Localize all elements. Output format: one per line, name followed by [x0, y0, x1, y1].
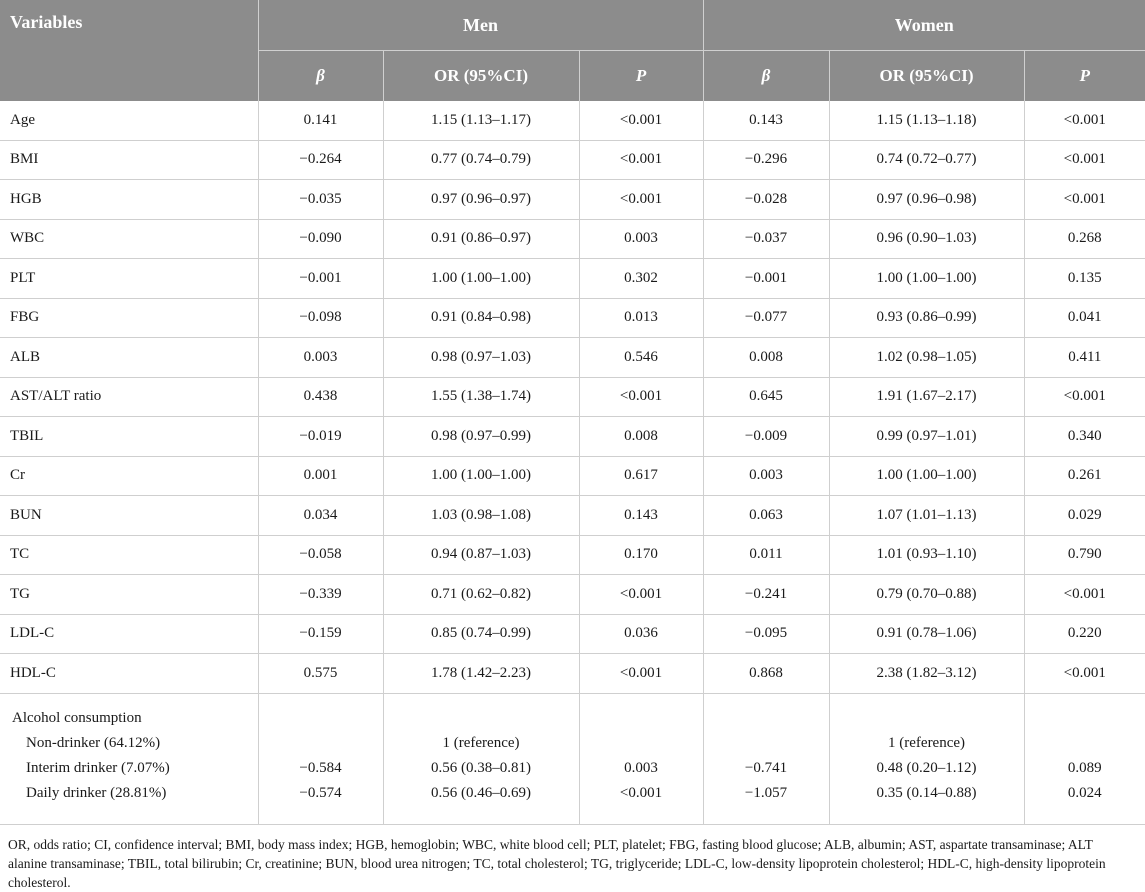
row-label-cell: LDL-C	[0, 614, 258, 654]
men-or-cell: 1.00 (1.00–1.00)	[383, 456, 579, 496]
men-p-cell: 0.003	[579, 219, 703, 259]
men-beta-cell: 0.438	[258, 377, 383, 417]
women-beta-cell: −0.241	[703, 575, 829, 615]
table-row	[0, 377, 1145, 417]
table-row	[0, 219, 1145, 259]
table-row	[0, 298, 1145, 338]
women-p-cell: 0.268	[1024, 219, 1145, 259]
men-p-cell: 0.036	[579, 614, 703, 654]
table-row	[0, 417, 1145, 457]
men-p-cell: 0.008	[579, 417, 703, 457]
men-or-cell: 0.91 (0.86–0.97)	[383, 219, 579, 259]
women-or-cell: 2.38 (1.82–3.12)	[829, 654, 1024, 694]
women-beta-cell: 0.008	[703, 338, 829, 378]
women-p-cell: <0.001	[1024, 140, 1145, 180]
men-or-cell: 1.15 (1.13–1.17)	[383, 101, 579, 140]
women-or-cell: 0.74 (0.72–0.77)	[829, 140, 1024, 180]
alcohol-women-or: 0.35 (0.14–0.88)	[876, 784, 977, 801]
table-row	[0, 180, 1145, 220]
header-men-beta: β	[258, 51, 383, 102]
women-p-cell: 0.220	[1024, 614, 1145, 654]
row-label-cell: TBIL	[0, 417, 258, 457]
men-p-cell: 0.170	[579, 535, 703, 575]
header-women-p: P	[1024, 51, 1145, 102]
alcohol-women-beta-cell	[703, 693, 829, 824]
alcohol-women-p-cell	[1024, 693, 1145, 824]
men-p-cell: <0.001	[579, 377, 703, 417]
men-beta-cell: 0.001	[258, 456, 383, 496]
men-beta-cell: −0.264	[258, 140, 383, 180]
women-beta-cell: −0.296	[703, 140, 829, 180]
row-label-cell: BMI	[0, 140, 258, 180]
women-or-cell: 0.96 (0.90–1.03)	[829, 219, 1024, 259]
alcohol-women-or: 1 (reference)	[888, 734, 966, 751]
table-row-alcohol	[0, 693, 1145, 824]
women-or-cell: 1.00 (1.00–1.00)	[829, 456, 1024, 496]
row-label-cell: TG	[0, 575, 258, 615]
women-beta-cell: −0.009	[703, 417, 829, 457]
women-beta-cell: −0.001	[703, 259, 829, 299]
men-p-cell: 0.013	[579, 298, 703, 338]
alcohol-men-beta-cell	[258, 693, 383, 824]
table-row	[0, 456, 1145, 496]
women-or-cell: 0.91 (0.78–1.06)	[829, 614, 1024, 654]
women-p-cell: <0.001	[1024, 377, 1145, 417]
women-beta-cell: 0.645	[703, 377, 829, 417]
table-row	[0, 140, 1145, 180]
alcohol-men-beta: −0.584	[299, 759, 342, 776]
women-or-cell: 1.02 (0.98–1.05)	[829, 338, 1024, 378]
row-label-cell: HGB	[0, 180, 258, 220]
men-or-cell: 0.91 (0.84–0.98)	[383, 298, 579, 338]
men-p-cell: 0.546	[579, 338, 703, 378]
women-p-cell: 0.029	[1024, 496, 1145, 536]
table-row	[0, 654, 1145, 694]
alcohol-women-p	[1025, 731, 1145, 756]
alcohol-women-beta	[704, 731, 829, 756]
women-or-cell: 1.00 (1.00–1.00)	[829, 259, 1024, 299]
alcohol-men-beta	[259, 731, 383, 756]
men-beta-cell: −0.019	[258, 417, 383, 457]
row-label-cell: PLT	[0, 259, 258, 299]
men-beta-cell: −0.058	[258, 535, 383, 575]
row-label-cell: FBG	[0, 298, 258, 338]
women-beta-cell: −0.095	[703, 614, 829, 654]
row-label-cell: AST/ALT ratio	[0, 377, 258, 417]
table-body	[0, 101, 1145, 824]
header-men-p: P	[579, 51, 703, 102]
alcohol-label: Alcohol consumption	[12, 709, 142, 726]
men-beta-cell: −0.159	[258, 614, 383, 654]
women-p-cell: <0.001	[1024, 654, 1145, 694]
row-label-cell: Cr	[0, 456, 258, 496]
men-or-cell: 1.00 (1.00–1.00)	[383, 259, 579, 299]
table-row	[0, 338, 1145, 378]
women-p-cell: 0.041	[1024, 298, 1145, 338]
women-beta-cell: 0.143	[703, 101, 829, 140]
header-men: Men	[258, 0, 703, 51]
women-p-cell: 0.790	[1024, 535, 1145, 575]
table-footnote: OR, odds ratio; CI, confidence interval; BMI, body mass index; HGB, hemoglobin; WBC, white blood cell; PLT, platelet; FBG, fasting blood glucose; ALB, albumin; AST, aspartate transaminase; ALT alanine transaminase; TBIL, total bilirubin; Cr, creatinine; BUN, blood urea nitrogen; TC, total cholesterol; TG, triglyceride; LDL-C, low-density lipoprotein cholesterol; HDL-C, high-density lipoprotein cholesterol.	[8, 836, 1106, 890]
table-header	[0, 0, 1145, 101]
women-or-cell: 1.91 (1.67–2.17)	[829, 377, 1024, 417]
women-or-cell: 0.97 (0.96–0.98)	[829, 180, 1024, 220]
header-women-beta: β	[703, 51, 829, 102]
alcohol-men-or: 0.56 (0.38–0.81)	[431, 759, 531, 776]
row-label-cell: Age	[0, 101, 258, 140]
men-beta-cell: 0.034	[258, 496, 383, 536]
alcohol-women-or-cell	[829, 693, 1024, 824]
men-p-cell: <0.001	[579, 654, 703, 694]
alcohol-men-or-cell	[383, 693, 579, 824]
alcohol-women-or: 0.48 (0.20–1.12)	[876, 759, 977, 776]
men-p-cell: 0.143	[579, 496, 703, 536]
women-p-cell: 0.135	[1024, 259, 1145, 299]
women-or-cell: 1.15 (1.13–1.18)	[829, 101, 1024, 140]
men-beta-cell: −0.001	[258, 259, 383, 299]
women-p-cell: 0.340	[1024, 417, 1145, 457]
men-or-cell: 0.98 (0.97–0.99)	[383, 417, 579, 457]
men-p-cell: <0.001	[579, 140, 703, 180]
men-or-cell: 1.03 (0.98–1.08)	[383, 496, 579, 536]
men-p-cell: <0.001	[579, 180, 703, 220]
men-beta-cell: −0.098	[258, 298, 383, 338]
header-men-or: OR (95%CI)	[383, 51, 579, 102]
table-row	[0, 259, 1145, 299]
row-label-cell: HDL-C	[0, 654, 258, 694]
men-p-cell: <0.001	[579, 101, 703, 140]
alcohol-men-p: 0.003	[624, 759, 658, 776]
men-or-cell: 0.98 (0.97–1.03)	[383, 338, 579, 378]
header-women-or: OR (95%CI)	[829, 51, 1024, 102]
women-beta-cell: 0.868	[703, 654, 829, 694]
alcohol-women-p: 0.089	[1067, 759, 1102, 776]
women-beta-cell: −0.037	[703, 219, 829, 259]
women-p-cell: <0.001	[1024, 180, 1145, 220]
alcohol-sub-label: Daily drinker (28.81%)	[26, 784, 167, 801]
header-women: Women	[703, 0, 1145, 51]
women-or-cell: 0.93 (0.86–0.99)	[829, 298, 1024, 338]
header-variables: Variables	[0, 0, 258, 101]
row-label-cell: WBC	[0, 219, 258, 259]
table-row	[0, 614, 1145, 654]
table-row	[0, 535, 1145, 575]
men-or-cell: 0.77 (0.74–0.79)	[383, 140, 579, 180]
alcohol-sub-label: Non-drinker (64.12%)	[26, 734, 161, 751]
men-or-cell: 0.71 (0.62–0.82)	[383, 575, 579, 615]
women-or-cell: 0.79 (0.70–0.88)	[829, 575, 1024, 615]
women-or-cell: 1.01 (0.93–1.10)	[829, 535, 1024, 575]
row-label-cell: ALB	[0, 338, 258, 378]
men-beta-cell: 0.141	[258, 101, 383, 140]
men-or-cell: 0.85 (0.74–0.99)	[383, 614, 579, 654]
alcohol-women-p: 0.024	[1067, 784, 1102, 801]
men-or-cell: 1.55 (1.38–1.74)	[383, 377, 579, 417]
women-p-cell: <0.001	[1024, 575, 1145, 615]
women-p-cell: 0.411	[1024, 338, 1145, 378]
women-beta-cell: −0.028	[703, 180, 829, 220]
men-beta-cell: −0.339	[258, 575, 383, 615]
alcohol-men-p: <0.001	[619, 784, 663, 801]
men-p-cell: <0.001	[579, 575, 703, 615]
table-row	[0, 575, 1145, 615]
women-or-cell: 0.99 (0.97–1.01)	[829, 417, 1024, 457]
alcohol-men-beta: −0.574	[299, 784, 342, 801]
women-p-cell: <0.001	[1063, 111, 1106, 128]
men-beta-cell: −0.035	[258, 180, 383, 220]
alcohol-men-or: 1 (reference)	[442, 734, 520, 751]
alcohol-women-beta: −1.057	[744, 784, 788, 801]
men-or-cell: 0.94 (0.87–1.03)	[383, 535, 579, 575]
men-beta-cell: −0.090	[258, 219, 383, 259]
alcohol-label-cell	[0, 693, 258, 824]
women-p-cell: 0.261	[1024, 456, 1145, 496]
women-beta-cell: −0.077	[703, 298, 829, 338]
men-or-cell: 1.78 (1.42–2.23)	[383, 654, 579, 694]
women-beta-cell: 0.003	[703, 456, 829, 496]
alcohol-men-or: 0.56 (0.46–0.69)	[431, 784, 531, 801]
table-row	[0, 496, 1145, 536]
table-row	[0, 101, 1145, 140]
women-beta-cell: 0.063	[703, 496, 829, 536]
women-beta-cell: 0.011	[703, 535, 829, 575]
men-p-cell: 0.302	[579, 259, 703, 299]
men-beta-cell: 0.575	[258, 654, 383, 694]
men-or-cell: 0.97 (0.96–0.97)	[383, 180, 579, 220]
men-beta-cell: 0.003	[258, 338, 383, 378]
alcohol-women-beta: −0.741	[744, 759, 788, 776]
row-label-cell: BUN	[0, 496, 258, 536]
alcohol-men-p-cell	[579, 693, 703, 824]
row-label-cell: TC	[0, 535, 258, 575]
men-p-cell: 0.617	[579, 456, 703, 496]
women-or-cell: 1.07 (1.01–1.13)	[829, 496, 1024, 536]
alcohol-men-p	[580, 731, 703, 756]
alcohol-sub-label: Interim drinker (7.07%)	[26, 759, 170, 776]
